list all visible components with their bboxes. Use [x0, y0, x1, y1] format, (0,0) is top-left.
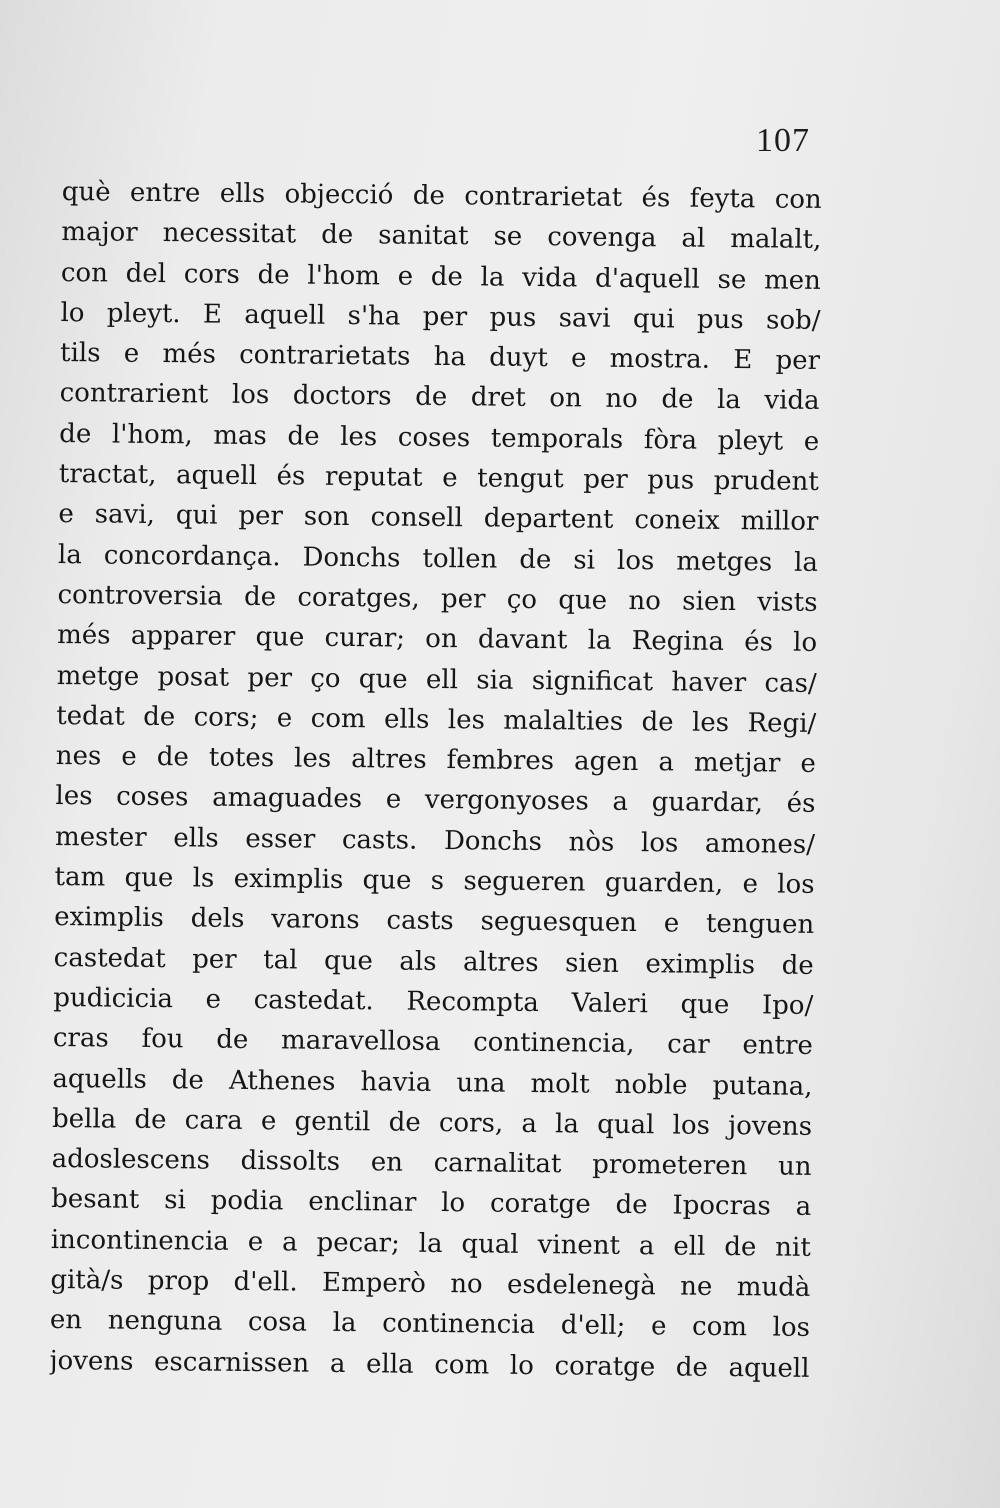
- text-line: controversia de coratges, per ço que no sien vists: [57, 579, 818, 618]
- text-line: gità/s prop d'ell. Emperò no esdelenegà ne mudà: [50, 1264, 811, 1303]
- text-line: adoslescens dissolts en carnalitat prometeren un: [51, 1144, 812, 1183]
- text-line: tam que ls eximplis que s segueren guarden, e los: [54, 862, 815, 900]
- text-line: la concordança. Donchs tollen de si los metges la: [57, 539, 819, 578]
- text-line: eximplis dels varons casts seguesquen e tenguen: [54, 902, 815, 941]
- text-line: més apparer que curar; on davant la Regina és lo: [56, 620, 818, 659]
- text-line: metge posat per ço que ell sia significat haver cas/: [56, 660, 817, 699]
- text-line: tractat, aquell és reputat e tengut per pus prudent: [58, 459, 819, 498]
- text-line: nes e de totes les altres fembres agen a metjar e: [55, 741, 816, 780]
- text-line: de l'hom, mas de les coses temporals fòra pleyt e: [59, 418, 820, 457]
- text-line: con del cors de l'hom e de la vida d'aquell se men: [60, 257, 822, 296]
- text-line: tils e més contrarietats ha duyt e mostra. E per: [59, 338, 821, 377]
- text-line: bella de cara e gentil de cors, a la qual los jovens: [51, 1103, 813, 1142]
- text-line: castedat per tal que als altres sien eximplis de: [53, 942, 814, 981]
- text-line: lo pleyt. E aquell s'ha per pus savi qui pus sob/: [60, 297, 821, 336]
- text-line: incontinencia e a pecar; la qual vinent a ell de nit: [50, 1224, 811, 1263]
- text-line: les coses amaguades e vergonyoses a guardar, és: [55, 781, 816, 820]
- text-line: jovens escarnissen a ella com lo coratge de aquell: [49, 1345, 810, 1384]
- text-line: pudicicia e castedat. Recompta Valeri que Ipo/: [53, 982, 814, 1021]
- page-number: 107: [756, 122, 810, 159]
- text-line: contrarient los doctors de dret on no de la vida: [59, 378, 820, 417]
- body-text: [49, 172, 822, 1389]
- text-line: besant si podia enclinar lo coratge de Ipocras a: [51, 1184, 812, 1223]
- text-line: major necessitat de sanitat se covenga al malalt,: [61, 217, 822, 256]
- text-line: mester ells esser casts. Donchs nòs los amones/: [54, 821, 816, 860]
- text-line: en nenguna cosa la continencia d'ell; e com los: [49, 1305, 811, 1344]
- text-line: aquells de Athenes havia una molt noble putana,: [52, 1063, 813, 1102]
- text-line: cras fou de maravellosa continencia, car entre: [52, 1023, 814, 1062]
- text-line: què entre ells objecció de contrarietat és feyta con: [61, 176, 822, 215]
- text-line: e savi, qui per son consell departent coneix millor: [58, 499, 819, 538]
- text-line: tedat de cors; e com ells les malalties de les Regi/: [56, 700, 817, 739]
